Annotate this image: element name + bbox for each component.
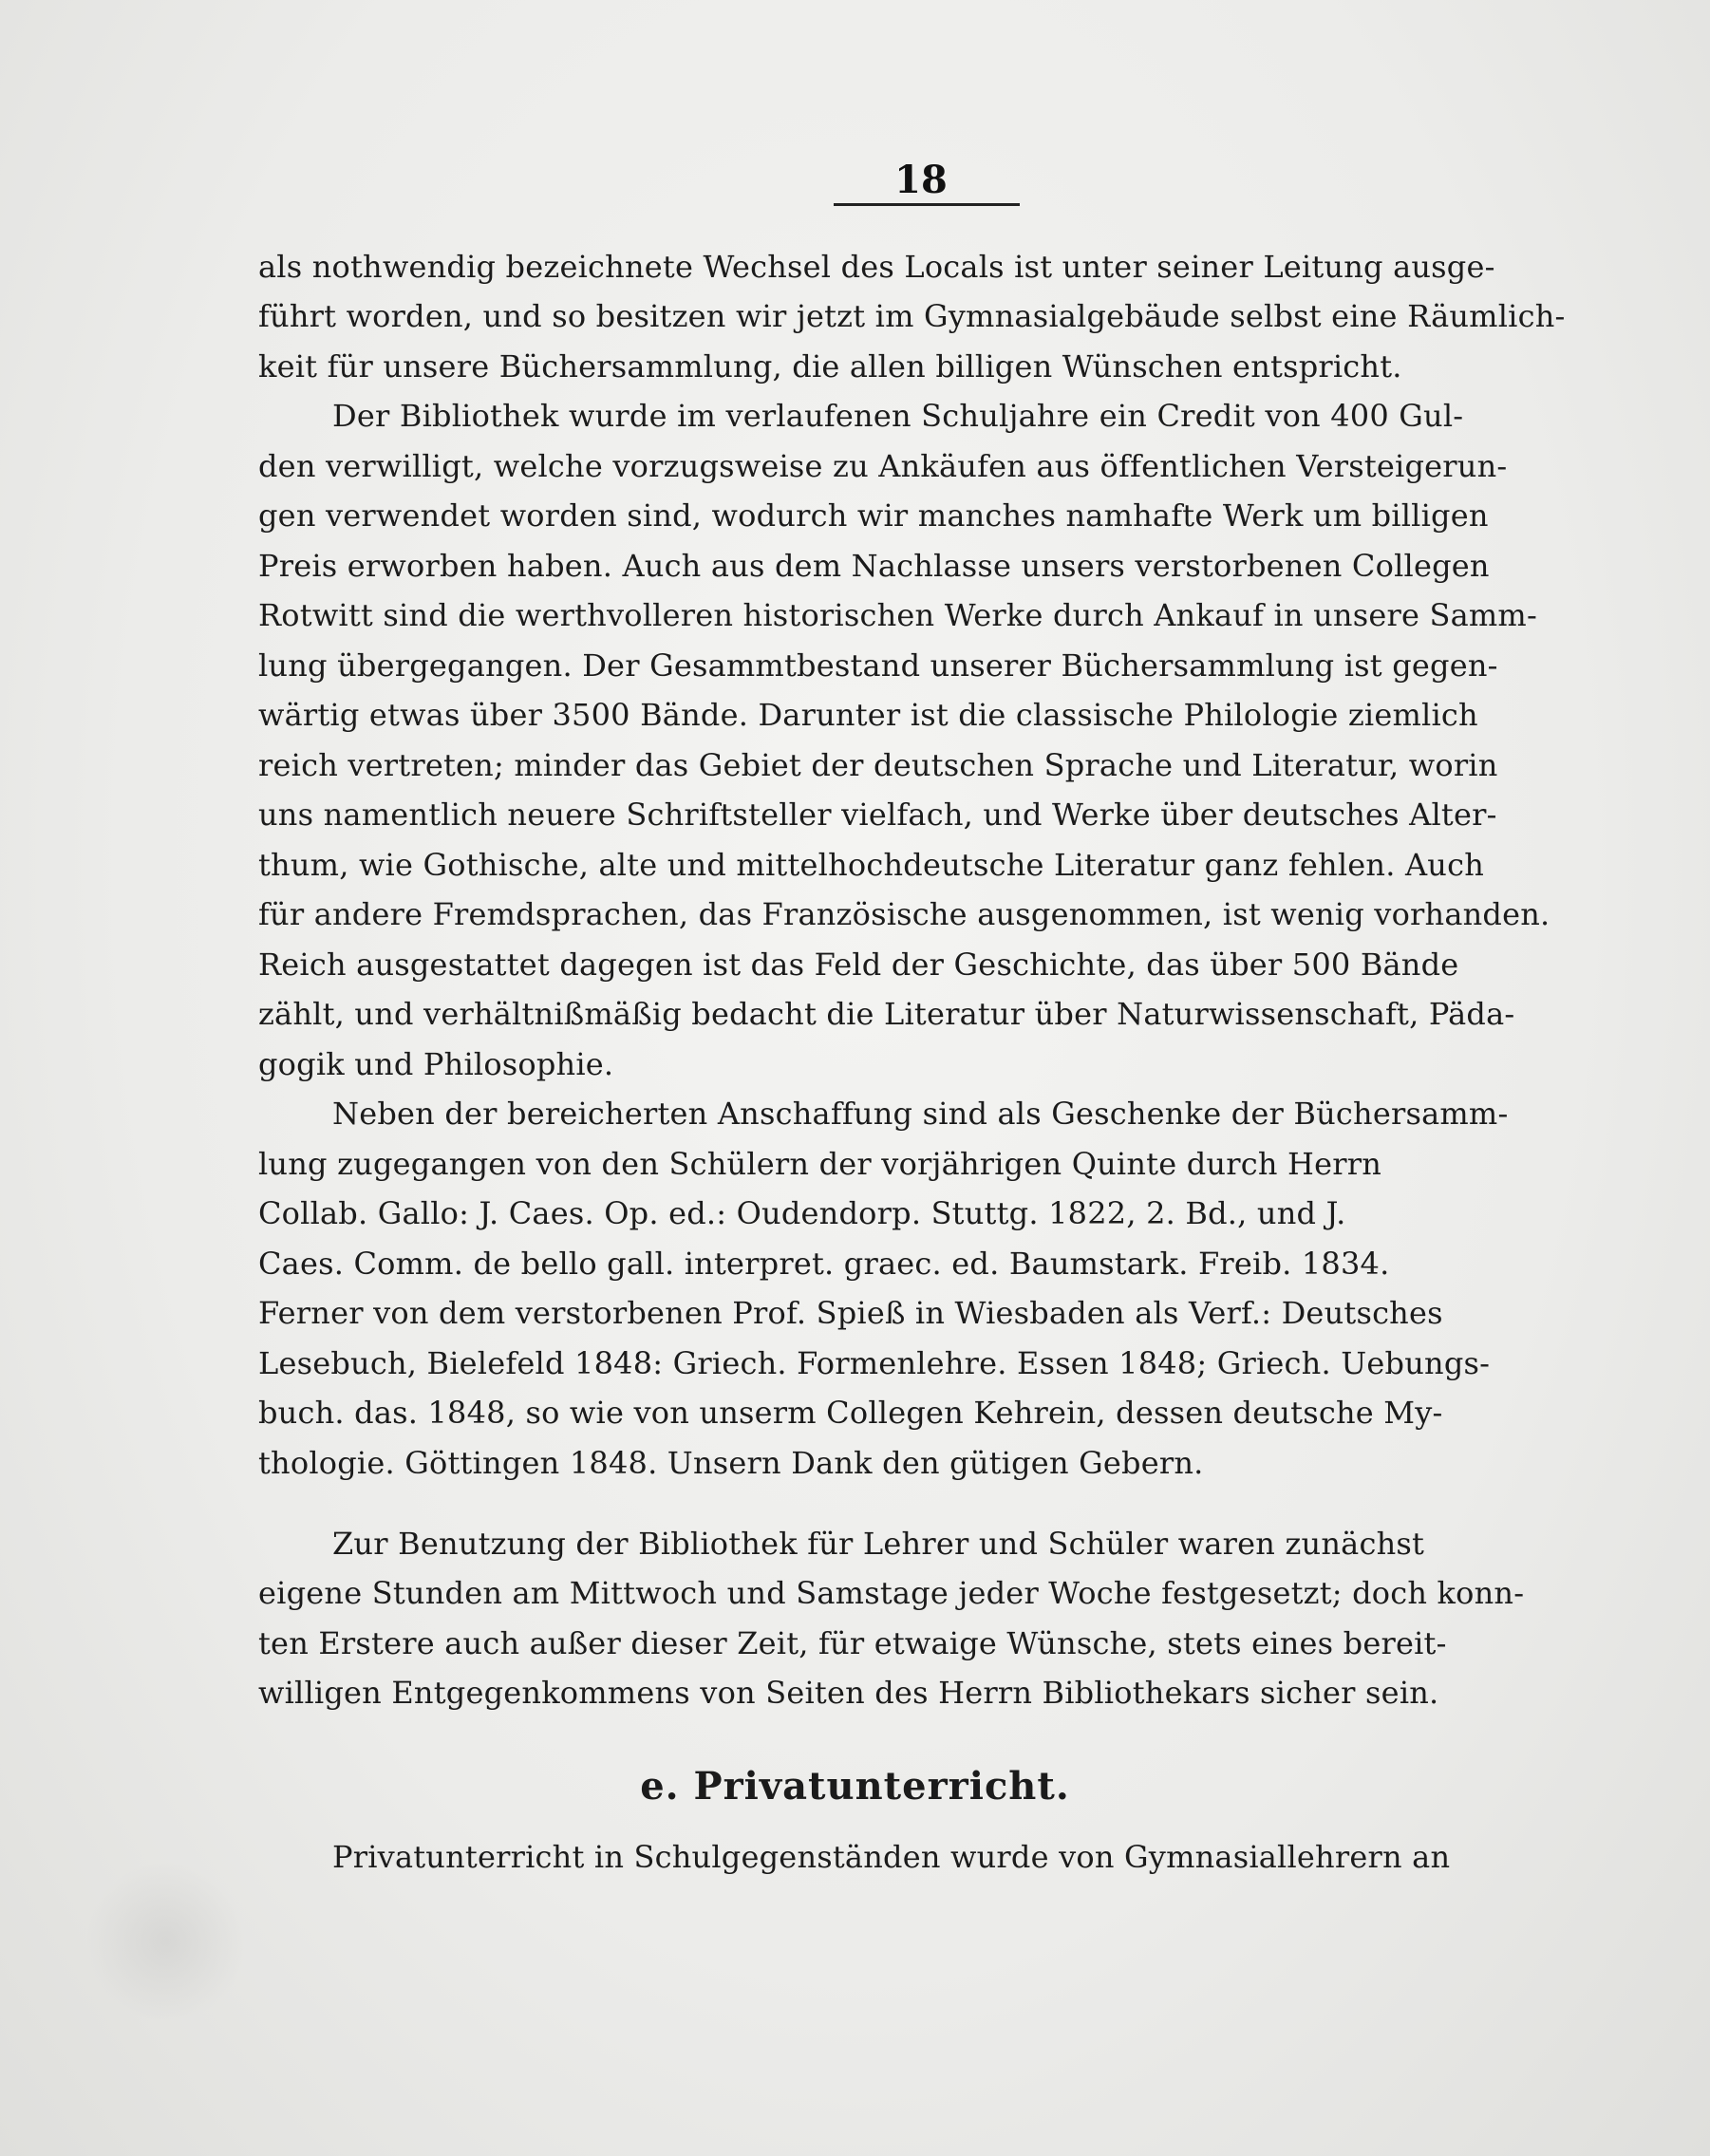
paragraph-first-line: Zur Benutzung der Bibliothek für Lehrer und Schüler waren zunächst	[332, 1526, 1425, 1562]
text-line: reich vertreten; minder das Gebiet der deutschen Sprache und Literatur, worin	[258, 747, 1498, 783]
text-line: thum, wie Gothische, alte und mittelhochdeutsche Literatur ganz fehlen. Auch	[258, 847, 1485, 883]
text-line: gen verwendet worden sind, wodurch wir manches namhafte Werk um billigen	[258, 497, 1489, 534]
paper-stain	[85, 1861, 247, 2022]
text-line: lung übergegangen. Der Gesammtbestand unserer Büchersammlung ist gegen-	[258, 647, 1498, 684]
text-line: führt worden, und so besitzen wir jetzt im Gymnasialgebäude selbst eine Räumlich-	[258, 298, 1566, 334]
text-line: uns namentlich neuere Schriftsteller vielfach, und Werke über deutsches Alter-	[258, 797, 1497, 833]
section-heading: e. Privatunterricht.	[640, 1764, 1070, 1809]
text-line: ten Erstere auch außer dieser Zeit, für etwaige Wünsche, stets eines bereit-	[258, 1625, 1447, 1661]
header-rule	[834, 203, 1020, 206]
text-line: eigene Stunden am Mittwoch und Samstage jeder Woche festgesetzt; doch konn-	[258, 1575, 1525, 1611]
text-line: Rotwitt sind die werthvolleren historischen Werke durch Ankauf in unsere Samm-	[258, 597, 1537, 633]
text-line: den verwilligt, welche vorzugsweise zu Ankäufen aus öffentlichen Versteigerun-	[258, 448, 1508, 484]
text-line: lung zugegangen von den Schülern der vorjährigen Quinte durch Herrn	[258, 1146, 1382, 1182]
text-line: keit für unsere Büchersammlung, die allen billigen Wünschen entspricht.	[258, 348, 1402, 384]
text-line: wärtig etwas über 3500 Bände. Darunter ist die classische Philologie ziemlich	[258, 697, 1478, 733]
page-number: 18	[894, 158, 948, 202]
paragraph-first-line: Privatunterricht in Schulgegenständen wurde von Gymnasiallehrern an	[332, 1839, 1451, 1875]
paragraph-first-line: Der Bibliothek wurde im verlaufenen Schuljahre ein Credit von 400 Gul-	[332, 398, 1464, 434]
text-line: Collab. Gallo: J. Caes. Op. ed.: Oudendorp. Stuttg. 1822, 2. Bd., und J.	[258, 1195, 1346, 1231]
text-line: Caes. Comm. de bello gall. interpret. graec. ed. Baumstark. Freib. 1834.	[258, 1246, 1390, 1282]
text-line: gogik und Philosophie.	[258, 1046, 614, 1082]
text-line: willigen Entgegenkommens von Seiten des Herrn Bibliothekars sicher sein.	[258, 1675, 1439, 1711]
text-line: als nothwendig bezeichnete Wechsel des Locals ist unter seiner Leitung ausge-	[258, 249, 1495, 285]
text-line: Reich ausgestattet dagegen ist das Feld der Geschichte, das über 500 Bände	[258, 947, 1459, 983]
text-line: thologie. Göttingen 1848. Unsern Dank den gütigen Gebern.	[258, 1445, 1204, 1481]
text-line: Lesebuch, Bielefeld 1848: Griech. Formenlehre. Essen 1848; Griech. Uebungs-	[258, 1345, 1491, 1381]
text-line: zählt, und verhältnißmäßig bedacht die Literatur über Naturwissenschaft, Päda-	[258, 996, 1515, 1032]
text-line: Preis erworben haben. Auch aus dem Nachlasse unsers verstorbenen Collegen	[258, 548, 1490, 584]
text-line: für andere Fremdsprachen, das Französische ausgenommen, ist wenig vorhanden.	[258, 896, 1550, 932]
paragraph-first-line: Neben der bereicherten Anschaffung sind als Geschenke der Büchersamm-	[332, 1096, 1509, 1132]
text-line: Ferner von dem verstorbenen Prof. Spieß in Wiesbaden als Verf.: Deutsches	[258, 1295, 1443, 1331]
text-line: buch. das. 1848, so wie von unserm Collegen Kehrein, dessen deutsche My-	[258, 1395, 1443, 1431]
